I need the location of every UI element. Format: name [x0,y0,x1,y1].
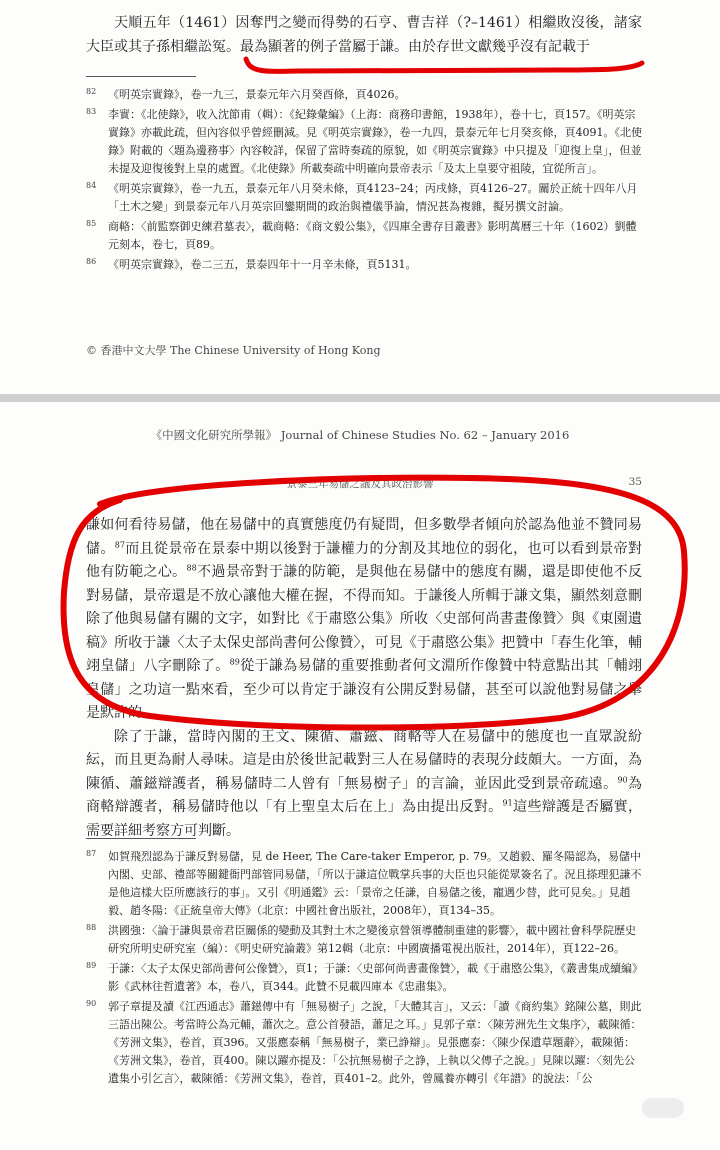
footnote-number: 90 [86,999,97,1008]
text-run: 不過景帝對于謙的防範，是與他在易儲中的態度有關，還是即使他不反對易儲，景帝還是不放心讓他大權在握，不得而知。于謙後人所輯于謙文集，顯然刻意刪除了他與易儲有關的文字，如對比《于肅愍公集》所收〈史部何尚書畫像贊〉與《東園遺稿》所收于謙〈太子太保史部尚書何公像贊〉，可見《于肅愍公集》把贊中「春生化筆，輔翊皇儲」八字刪除了。 [86,564,643,674]
footnote-rule [86,838,196,839]
page-number: 35 [628,476,642,488]
footnote-number: 84 [86,181,97,190]
footnote [86,256,642,274]
footnote-text: 《明英宗實錄》，卷一九五，景泰元年八月癸未條，頁4123–24；丙戌條，頁4126–27。關於正統十四年八月「土木之變」到景泰元年八月英宗回鑾期間的政治與禮儀爭論，情況甚為複雜，擬另撰文討論。 [108,182,638,213]
running-header: 《中國文化研究所學報》 Journal of Chinese Studies No. 62 – January 2016 [150,428,570,442]
footnote-ref[interactable]: 87 [114,539,125,549]
text-run: 除了于謙，當時內閣的王文、陳循、蕭鎡、商輅等人在易儲中的態度也一直眾說紛紜，而且更為耐人尋味。這是由於後世記載對三人在易儲時的表現分歧頗大。一方面，為陳循、蕭鎡辯護者，稱易儲時二人曾有「無易樹子」的言論，並因此受到景帝疏遠。 [86,728,642,792]
copyright-notice: © 香港中文大學 The Chinese University of Hong Kong [86,344,381,357]
footnote-number: 85 [86,219,97,228]
footnote-ref[interactable]: 88 [186,563,197,573]
text-run: 為商輅辯護者，稱易儲時他以「有上聖皇太后在上」為由提出反對。 [86,775,643,815]
footnote [86,218,642,254]
footnote-number: 82 [86,87,97,96]
footnote-number: 88 [86,923,97,932]
footnote [86,922,642,958]
text-run: 謙如何看待易儲，他在易儲中的真實態度仍有疑問，但多數學者傾向於認為他並不贊同易儲。 [86,517,642,557]
paragraph [86,726,642,844]
footnotes [86,86,642,276]
paragraph [86,514,642,726]
footnote [86,106,642,178]
footnote-text: 洪國強：〈論于謙與景帝君臣關係的變動及其對土木之變後京營領導體制重建的影響〉，載中國社會科學院歷史研究所明史研究室（編）：《明史研究論叢》第12輯（北京：中國廣播電視出版社，2014年），頁122–26。 [108,924,636,955]
section-header: 景泰三年易儲之議及其政治影響 [286,478,434,490]
footnote-ref[interactable]: 90 [617,774,628,784]
footnote-ref[interactable]: 89 [229,657,240,667]
footnote-text: 《明英宗實錄》，卷二三五，景泰四年十一月辛未條，頁5131。 [108,258,417,271]
paragraph: 天順五年（1461）因奪門之變而得勢的石亨、曹吉祥（?–1461）相繼敗沒後，諸家大臣或其子孫相繼訟冤。最為顯著的例子當屬于謙。由於存世文獻幾乎沒有記載于 [86,15,642,55]
footnote-text: 郭子章提及讀《江西通志》蕭鎡傳中有「無易樹子」之說，「大體其言」，又云：「讀《商約集》銘陳公墓，則此三語出陳公。考當時公為元輔，蕭次之。意公首發語，蕭足之耳。」見郭子章：〈陳芳洲先生文集序〉，載陳循：《芳洲文集》，卷首，頁396。又張應泰稱「無易樹子，業已諍辯」。見張應泰：〈陳少保遺草題辭〉，載陳循：《芳洲文集》，卷首，頁400。陳以躍亦提及：「公抗無易樹子之諍，上執以父傳子之說。」見陳以躍：〈刻先公遺集小引乞言〉，載陳循：《芳洲文集》，卷首，頁401–2。此外，曾鳳養亦轉引《年譜》的說法：「公 [108,1000,642,1085]
footnote-number: 83 [86,107,97,116]
footnote-text: 商輅：〈前監察御史練君墓表〉，載商輅：《商文毅公集》，《四庫全書存目叢書》影明萬曆三十年（1602）劉體元刻本，卷七，頁89。 [108,220,637,251]
footnote-text: 于謙：〈太子太保史部尚書何公像贊〉，頁1；于謙：〈史部何尚書畫像贊〉，載《于肅愍公集》，《叢書集成續編》影《武林往哲遺著》本，卷八，頁344。此贊不見載四庫本《忠肅集》。 [108,962,638,993]
page-two [0,402,720,1150]
footnote-number: 87 [86,849,97,858]
footnote-number: 86 [86,257,97,266]
text-run: 從于謙為易儲的重要推動者何文淵所作像贊中特意點出其「輔翊皇儲」之功這一點來看，至少可以肯定于謙沒有公開反對易儲，甚至可以說他對易儲之舉是默許的。 [86,658,643,721]
footnote-text: 《明英宗實錄》，卷一九三，景泰元年六月癸酉條，頁4026。 [108,88,406,101]
footnote [86,86,642,104]
footnote [86,998,642,1088]
footnote-rule [86,76,196,77]
main-text-block [86,12,642,59]
watermark [642,1098,684,1118]
footnote-ref[interactable]: 91 [502,798,513,808]
footnote-text: 李實：《北使錄》，收入沈節甫（輯）：《紀錄彙編》（上海：商務印書館，1938年），卷十七，頁157。《明英宗實錄》亦載此疏，但內容似乎曾經刪減。見《明英宗實錄》，卷一九四，景泰元年七月癸亥條，頁4091。《北使錄》附載的〈題為邊務事〉內容較詳，保留了當時奏疏的原貌，如《明英宗實錄》中只提及「迎復上皇」，但並未提及迎復後對上皇的處置。《北使錄》所載奏疏中明確向景帝表示「及太上皇要守祖陵，宜從所言」。 [108,108,642,175]
footnote-text: 如賀飛烈認為于謙反對易儲，見 de Heer, The Care-taker Emperor, p. 79。又趙毅、羅冬陽認為，易儲中內閣、史部、禮部等關鍵衙門部管同易儲，「所以于謙這位戰掌兵事的大臣也只能從眾簽名了。況且搽理犯謙不是他這樣大臣所應該行的事」。又引《明通鑑》云：「景帝之任謙，自易儲之後，寵遇少替，此可見矣。」見趙毅、趙冬陽：《正統皇帝大傳》（北京：中國社會出版社，2008年），頁134–35。 [108,850,642,917]
footnotes [86,848,642,1090]
footnote-number: 89 [86,961,97,970]
footnote [86,960,642,996]
footnote [86,848,642,920]
main-text-block [86,514,642,843]
page-one [0,0,720,394]
text-run: 而且從景帝在景泰中期以後對于謙權力的分割及其地位的弱化，也可以看到景帝對他有防範之心。 [86,540,643,580]
footnote [86,180,642,216]
text-run: 這些辯護是否屬實，需要詳細考察方可判斷。 [86,799,643,839]
